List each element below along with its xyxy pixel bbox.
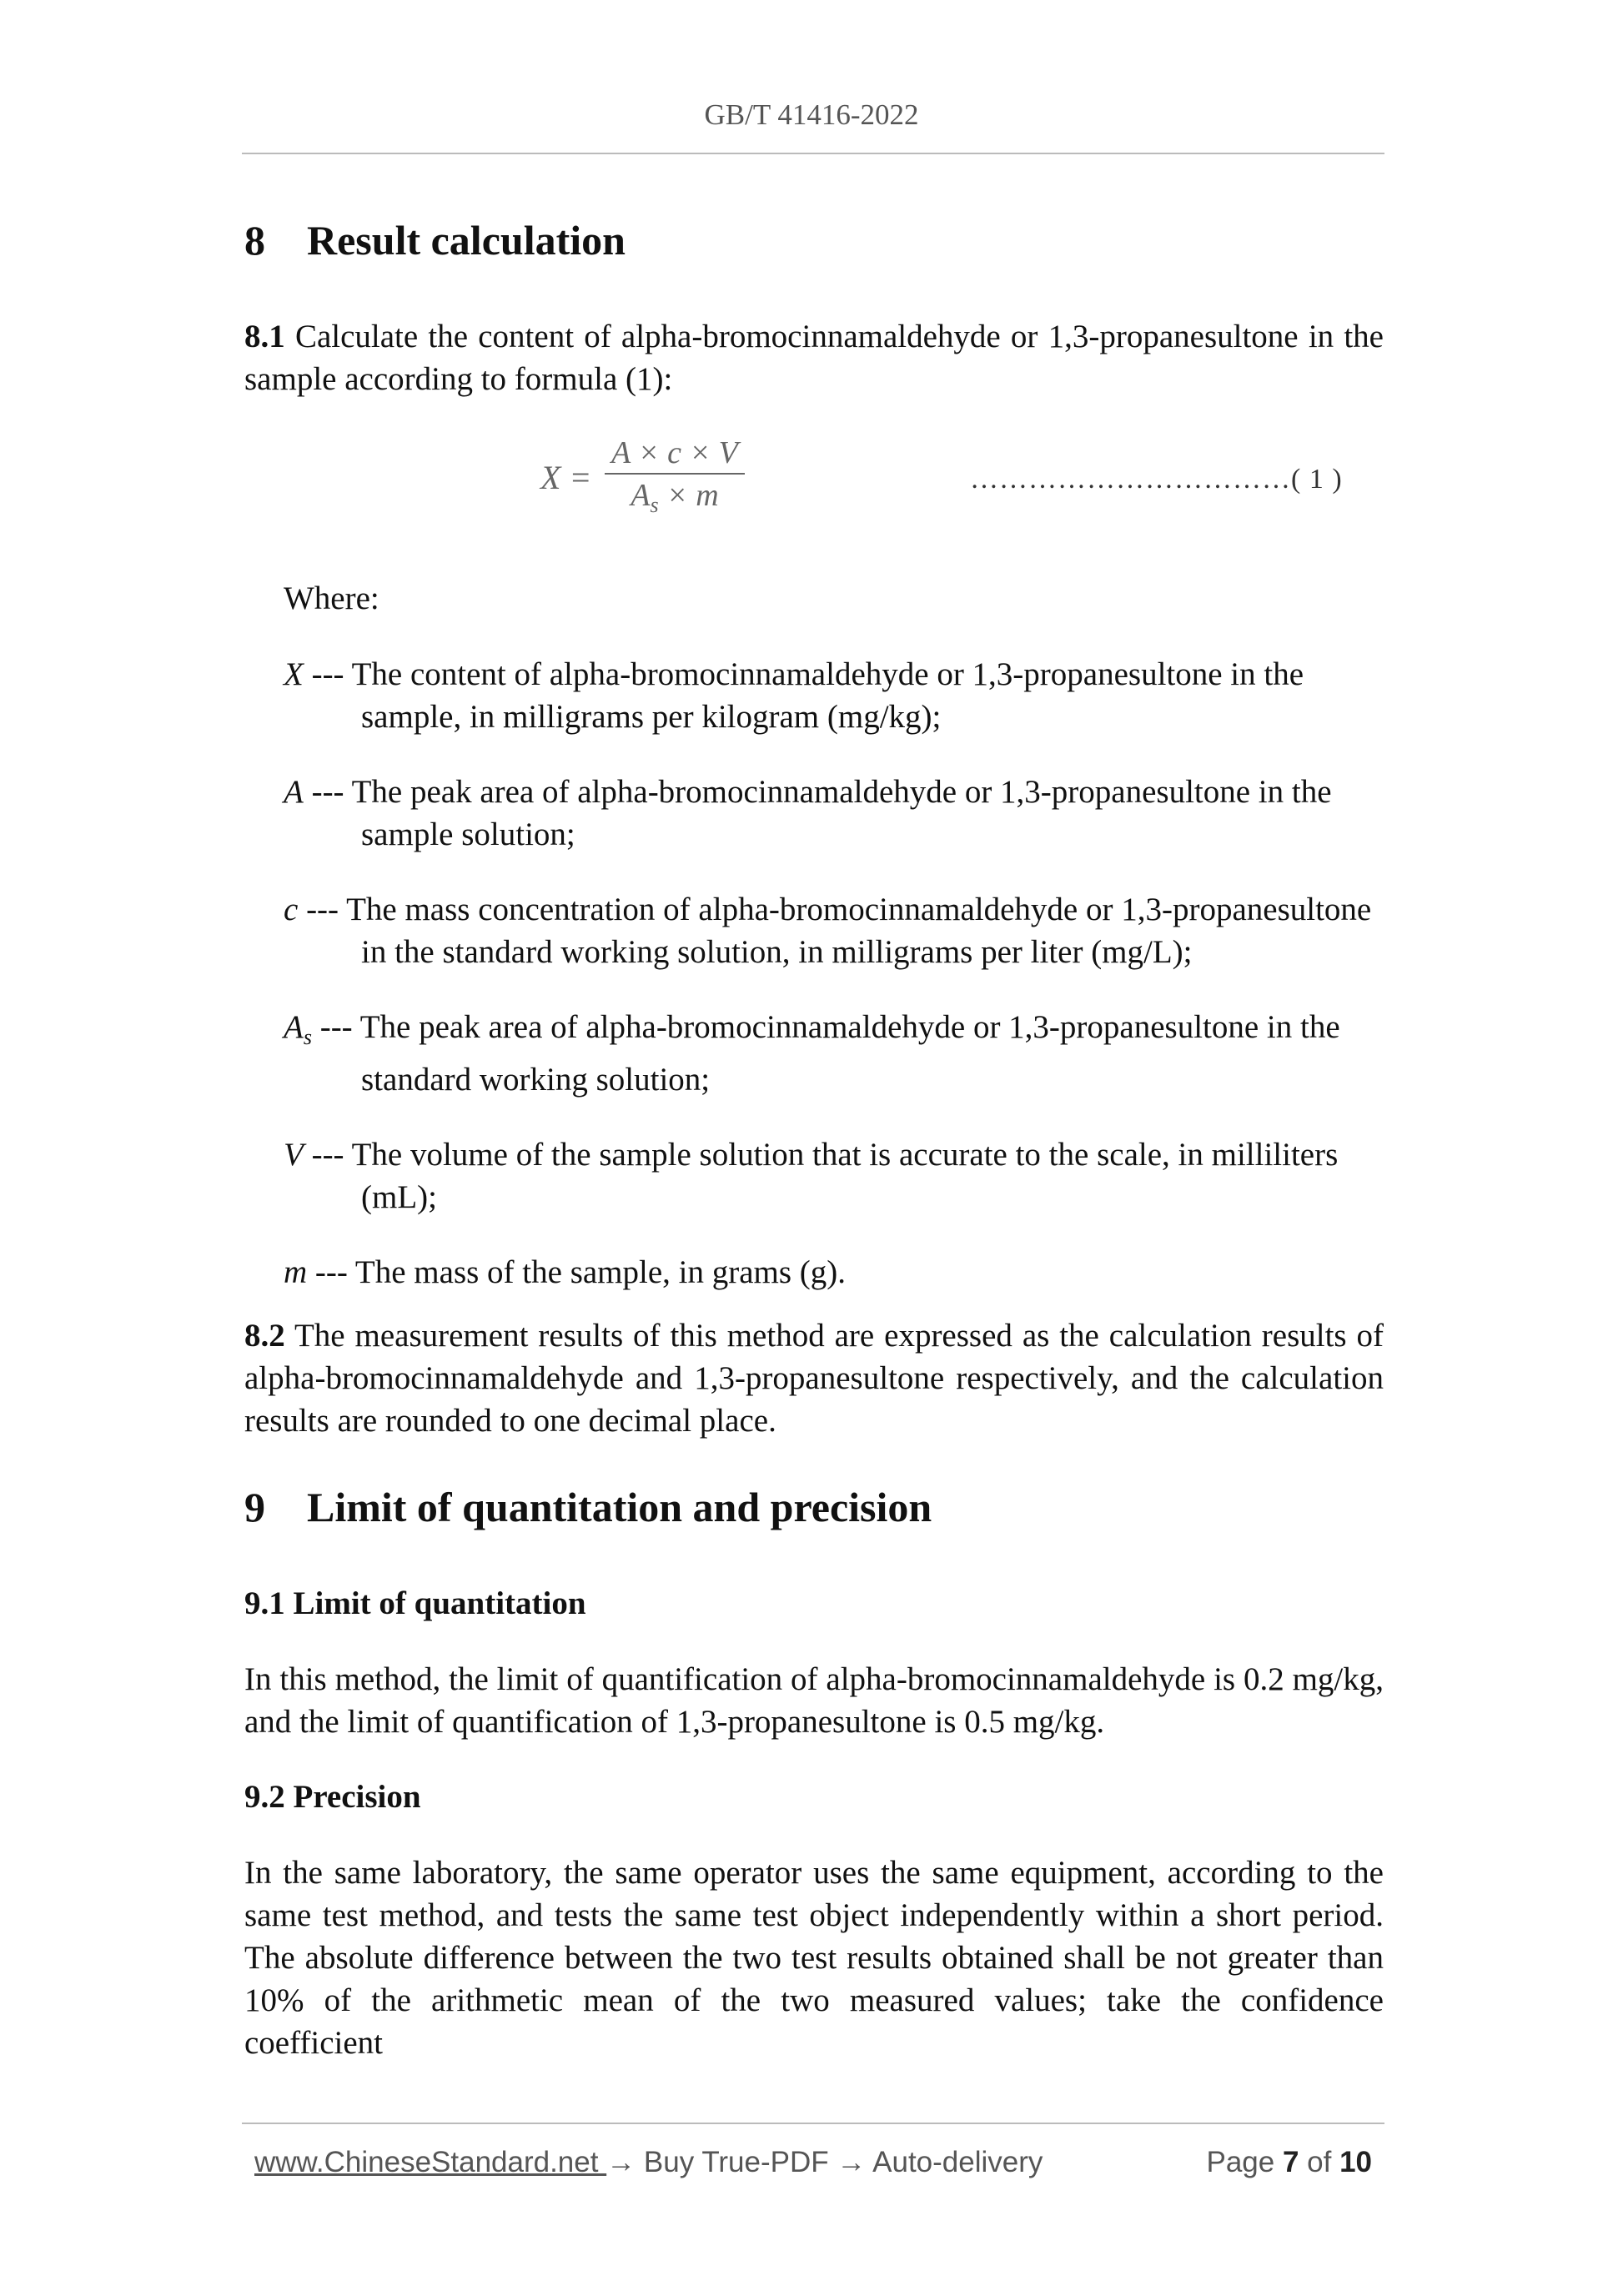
definition-first-line [284,653,1384,696]
formula-den-rest: × m [658,478,719,513]
definition-continuation: standard working solution; [361,1062,711,1098]
page-indicator [1206,2146,1372,2179]
definition-m [244,1251,1384,1294]
page-footer [254,2146,1380,2188]
clause-8-2 [244,1314,1384,1442]
clause-8-2-text: The measurement results of this method are expressed as the calculation results of alpha-bromocinnamaldehyde and 1,3-propanesultone respectively, and the calculation results are rounded to one decimal place. [244,1318,1384,1439]
formula-lhs: X = [540,459,592,496]
of-label: of [1299,2146,1340,2178]
definition-continuation: in the standard working solution, in milligrams per liter (mg/L); [361,934,1193,970]
formula-number: ……………………………( 1 ) [970,464,1343,495]
document-code-header: GB/T 41416-2022 [704,98,919,131]
definition-symbol: V [284,1137,304,1173]
formula-den-a: A [631,478,651,513]
section-8-number: 8 [244,217,265,264]
definition-first-line [284,888,1384,931]
subsection-9-2-title: 9.2 Precision [244,1779,421,1815]
subsection-9-1-text: In this method, the limit of quantification of alpha-bromocinnamaldehyde is 0.2 mg/kg, and the limit of quantification of 1,3-propanesultone is 0.5 mg/kg. [244,1661,1384,1740]
definition-subscript: s [303,1025,312,1049]
header-rule [242,153,1384,154]
definition-first-line [284,1133,1384,1176]
definition-text: --- The mass of the sample, in grams (g). [307,1254,847,1290]
page-label: Page [1206,2146,1283,2178]
formula-denominator [605,475,745,526]
definition-symbol: X [284,656,304,692]
page-number: 7 [1282,2146,1299,2178]
clause-8-2-number: 8.2 [244,1318,285,1354]
definition-continuation: sample, in milligrams per kilogram (mg/kg); [361,699,942,735]
definition-symbol: A [284,774,304,810]
clause-8-1 [244,315,1384,400]
page-content [244,215,1384,2097]
definition-symbol: m [284,1254,308,1290]
definition-text: --- The content of alpha-bromocinnamaldehyde or 1,3-propanesultone in the [303,656,1304,692]
formula-1 [244,433,1384,545]
where-label: Where: [284,580,379,616]
subsection-9-1-title: 9.1 Limit of quantitation [244,1585,586,1621]
section-8-heading [244,215,1384,265]
definition-text: --- The peak area of alpha-bromocinnamaldehyde or 1,3-propanesultone in the [311,1009,1340,1045]
section-8-title: Result calculation [307,217,626,264]
page-total: 10 [1339,2146,1372,2178]
clause-8-1-text: Calculate the content of alpha-bromocinnamaldehyde or 1,3-propanesultone in the sample according to formula (1): [244,319,1384,397]
subsection-9-2-text: In the same laboratory, the same operator uses the same equipment, according to the same test method, and tests the same test object independently within a short period. The absolute difference between the two test results obtained shall be not greater than 10% of the arithmetic mean of the two measured values; take the confidence coefficient [244,1855,1384,2061]
clause-8-1-number: 8.1 [244,319,285,354]
footer-links [254,2146,1043,2179]
definition-c [244,888,1384,973]
definition-continuation: sample solution; [361,816,575,852]
buy-pdf-text: → Buy True-PDF [606,2146,837,2178]
formula-numerator: A × c × V [605,433,745,475]
definition-symbol: c [284,892,299,927]
definition-x [244,653,1384,738]
definition-text: --- The peak area of alpha-bromocinnamaldehyde or 1,3-propanesultone in the [303,774,1332,810]
auto-delivery-text: → Auto-delivery [837,2146,1043,2178]
site-link[interactable]: www.ChineseStandard.net [254,2146,607,2178]
definition-first-line [284,771,1384,813]
definition-text: --- The mass concentration of alpha-bromocinnamaldehyde or 1,3-propanesultone [298,892,1372,927]
formula-den-sub: s [650,493,659,517]
definition-v [244,1133,1384,1218]
definition-first-line [284,1251,1384,1294]
section-9-title: Limit of quantitation and precision [307,1484,932,1530]
section-9-heading [244,1482,1384,1532]
definition-continuation: (mL); [361,1179,437,1215]
definition-as [244,1006,1384,1101]
formula-fraction [605,433,745,526]
definition-symbol: A [284,1009,304,1045]
footer-rule [242,2123,1384,2124]
definition-a [244,771,1384,856]
section-9-number: 9 [244,1484,265,1530]
definition-first-line [284,1006,1384,1058]
definition-text: --- The volume of the sample solution that is accurate to the scale, in milliliters [303,1137,1339,1173]
